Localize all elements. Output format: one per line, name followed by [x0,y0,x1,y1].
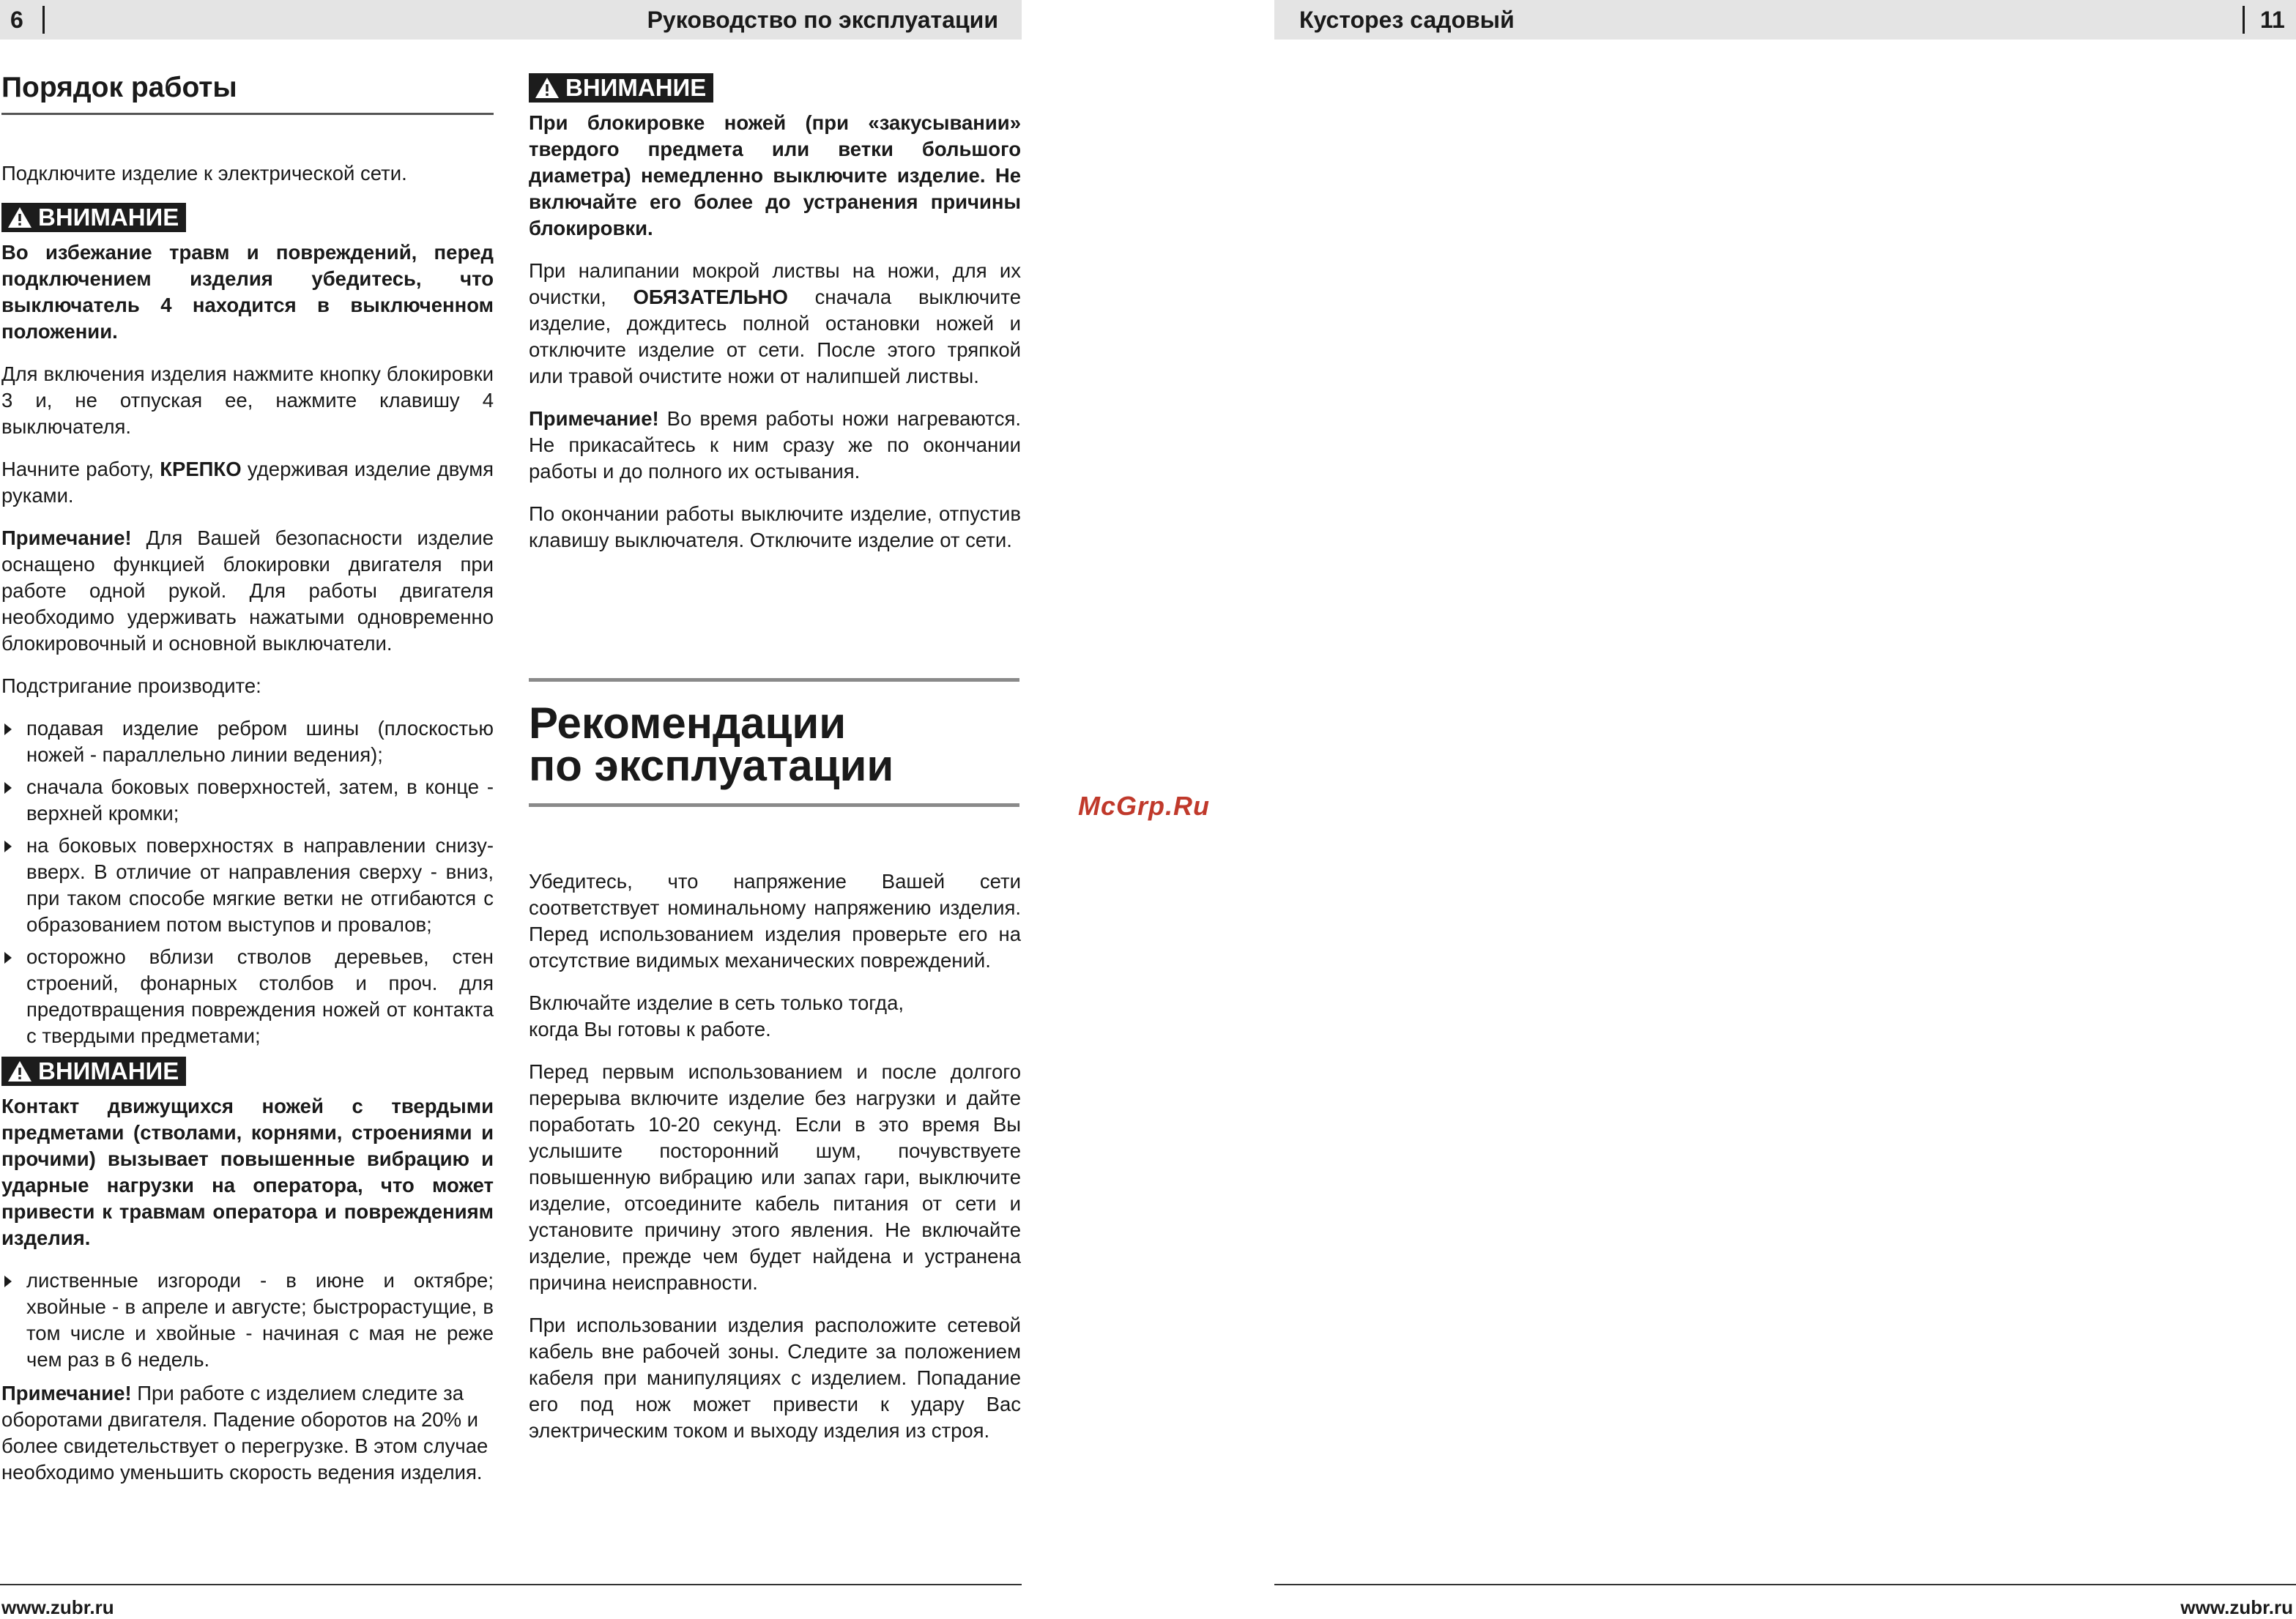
list-item: подавая изделие ребром шины (плоскостью ножей - параллельно линии ведения); [1,715,494,768]
warning-text-3: При блокировке ножей (при «закусывании» твердого предмета или ветки большого диаметра) немедленно выключите изделие. Не включайте его более до устранения причины блокировки. [529,111,1021,239]
warning-triangle-icon [7,1060,32,1082]
title-line-1: Рекомендации [529,699,847,748]
warning-text-1: Во избежание травм и повреждений, перед подключением изделия убедитесь, что выключатель 4 находится в выключенном положении. [1,241,494,343]
paragraph-first-use: Перед первым использованием и после долгого перерыва включите изделие без нагрузки и дайте поработать 10-20 секунд. Если в это время Вы услышите посторонний шум, почувствуете повышенную вибрацию или запах гари, выключите изделие, отсоедините кабель питания от сети и установите причину этого явления. Не включайте изделие, прежде чем будет найдена и устранена причина неисправности. [529,1060,1021,1294]
footer-url-left[interactable]: www.zubr.ru [1,1596,114,1618]
note-hot-blades [529,406,1021,485]
note-label: Примечание! [1,1382,132,1404]
footer-rule-right [1274,1584,2296,1585]
note-label: Примечание! [529,407,659,430]
start-work-text-end: удерживая изделие двумя руками. [1,458,494,507]
trimming-list [1,715,494,1049]
list-item: сначала боковых поверхностей, затем, в конце - верхней кромки; [1,774,494,827]
warning-badge-2 [1,1057,186,1086]
watermark: McGrp.Ru [1078,791,1211,821]
season-list [1,1268,494,1373]
paragraph-start-work [1,456,494,509]
paragraph-trimming: Подстригание производите: [1,674,261,697]
warning-triangle-icon [535,77,560,99]
title-line-2: по эксплуатации [529,741,894,790]
warning-label: ВНИМАНИЕ [565,74,707,101]
header-divider-right [2243,6,2245,34]
right-page-header [1274,0,2296,40]
footer-rule-left [0,1584,1022,1585]
warning-label: ВНИМАНИЕ [38,204,179,231]
note-safety [1,525,494,657]
warning-triangle-icon [7,206,32,228]
recommendations-title [529,699,1019,790]
operation-column-2 [529,73,1021,570]
wet-leaves-bold: ОБЯЗАТЕЛЬНО [633,286,788,308]
list-item: осторожно вблизи стволов деревьев, стен строений, фонарных столбов и проч. для предотвращения повреждения ножей от контакта с твердыми предметами; [1,944,494,1049]
recommendations-heading [529,678,1019,807]
left-page-header [0,0,1022,40]
paragraph-cable: При использовании изделия расположите сетевой кабель вне рабочей зоны. Следите за положением кабеля при манипуляциях с изделием. Попадание его под нож может привести к удару Вас электрическим током и выходу изделия из строя. [529,1314,1021,1442]
start-work-bold: КРЕПКО [160,458,242,480]
recommendations-body [529,868,1021,1460]
section-title-operation: Порядок работы [1,70,494,115]
list-item: лиственные изгороди - в июне и октябре; хвойные - в апреле и августе; быстрорастущие, в том числе и хвойные - начиная с мая не реже чем раз в 6 недель. [1,1268,494,1373]
warning-label: ВНИМАНИЕ [38,1057,179,1084]
header-title-right: Кусторез садовый [1299,7,1515,33]
start-work-text: Начните работу, [1,458,160,480]
page-number-left: 6 [10,7,23,33]
wet-leaves-text-end: сначала выключите изделие, дождитесь полной остановки ножей и отключите изделие от сети. После этого тряпкой или травой очистите ножи от налипшей листвы. [529,286,1022,387]
footer-url-right[interactable]: www.zubr.ru [2180,1596,2293,1618]
header-divider-left [42,6,45,34]
paragraph-finish: По окончании работы выключите изделие, отпустив клавишу выключателя. Отключите изделие от сети. [529,502,1021,551]
note-overload [1,1380,494,1486]
paragraph-ready: Включайте изделие в сеть только тогда, когда Вы готовы к работе. [529,991,904,1041]
warning-badge-1 [1,203,186,232]
page-number-right: 11 [2260,7,2285,33]
warning-badge-3 [529,73,713,103]
paragraph-switch-on: Для включения изделия нажмите кнопку блокировки 3 и, не отпуская ее, нажмите клавишу 4 выключателя. [1,362,494,438]
list-item: на боковых поверхностях в направлении снизу-вверх. В отличие от направления сверху - вниз, при таком способе мягкие ветки не отгибаются с образованием потом выступов и провалов; [1,833,494,938]
paragraph-voltage: Убедитесь, что напряжение Вашей сети соответствует номинальному напряжению изделия. Перед использованием изделия проверьте его на отсутствие видимых механических повреждений. [529,870,1021,972]
paragraph-wet-leaves [529,258,1021,390]
wet-leaves-text: При налипании мокрой листвы на ножи, для их очистки, [529,259,1021,308]
note-text: Во время работы ножи нагреваются. Не прикасайтесь к ним сразу же по окончании работы и до полного их остывания. [529,407,1021,483]
operation-column [1,70,494,1502]
warning-text-2: Контакт движущихся ножей с твердыми предметами (стволами, корнями, строениями и прочими) вызывает повышенные вибрацию и ударные нагрузки на оператора, что может привести к травмам оператора и повреждениям изделия. [1,1095,494,1249]
note-text: При работе с изделием следите за оборотами двигателя. Падение оборотов на 20% и более свидетельствует о перегрузке. В этом случае необходимо уменьшить скорость ведения изделия. [1,1382,488,1484]
header-title-left: Руководство по эксплуатации [647,7,998,33]
note-label: Примечание! [1,526,132,549]
note-text: Для Вашей безопасности изделие оснащено функцией блокировки двигателя при работе одной рукой. Для работы двигателя необходимо удерживать нажатыми одновременно блокировочный и основной выключатели. [1,526,494,655]
paragraph-connect: Подключите изделие к электрической сети. [1,162,407,185]
